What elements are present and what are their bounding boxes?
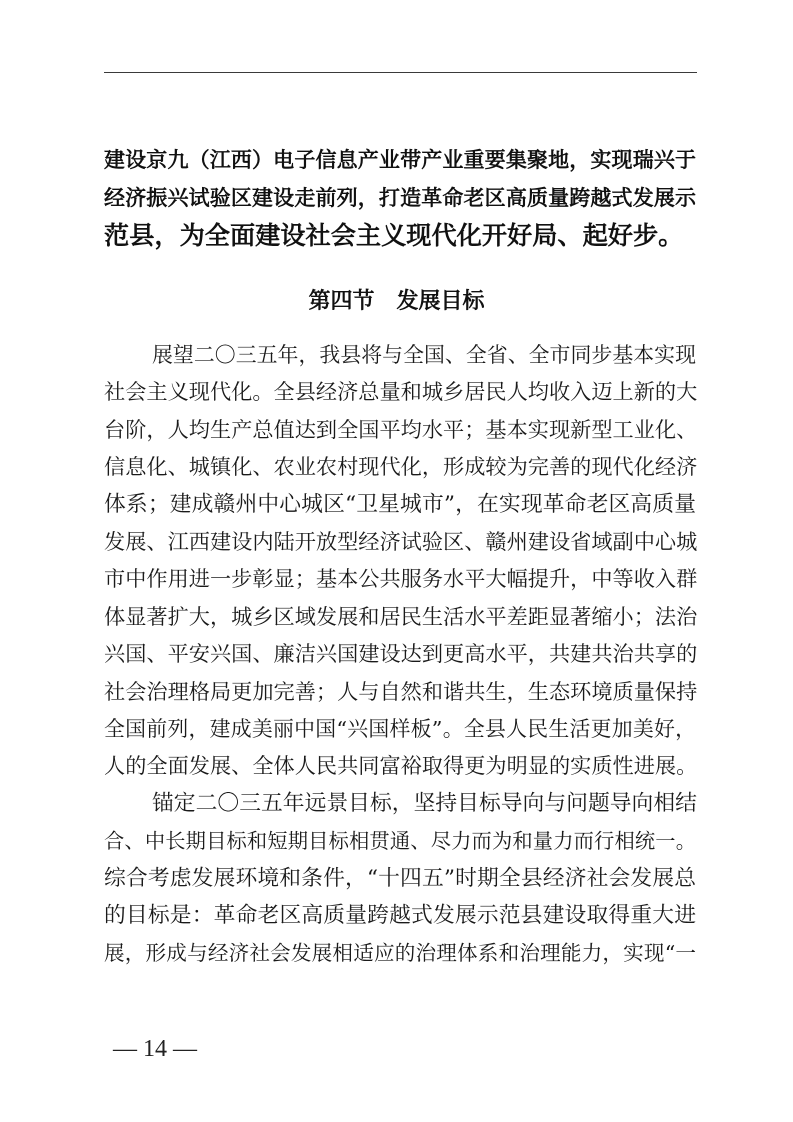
text-line: 社会主义现代化。全县经济总量和城乡居民人均收入迈上新的大 [104,379,698,404]
text-line: 建设京九（江西）电子信息产业带产业重要集聚地，实现瑞兴于 [104,148,696,172]
text-line: 展，形成与经济社会发展相适应的治理体系和治理能力，实现“一 [104,941,696,965]
text-line: 全国前列，建成美丽中国“兴国样板”。全县人民生活更加美好， [104,717,696,741]
text-line: 合、中长期目标和短期目标相贯通、尽力而为和量力而行相统一。 [104,829,696,853]
text-line: 发展、江西建设内陆开放型经济试验区、赣州建设省域副中心城 [104,529,698,554]
text-line: 社会治理格局更加完善；人与自然和谐共生，生态环境质量保持 [104,679,698,704]
text-line: 人的全面发展、全体人民共同富裕取得更为明显的实质性进展。 [104,753,698,778]
text-line: 兴国、平安兴国、廉洁兴国建设达到更高水平，共建共治共享的 [104,641,698,666]
text-line: 市中作用进一步彰显；基本公共服务水平大幅提升，中等收入群 [104,566,698,591]
text-line: 经济振兴试验区建设走前列，打造革命老区高质量跨越式发展示 [104,186,696,210]
text-line: 综合考虑发展环境和条件，“十四五”时期全县经济社会发展总 [104,866,696,891]
text-line: 信息化、城镇化、农业农村现代化，形成较为完善的现代化经济 [104,454,698,479]
text-line: 体显著扩大，城乡区域发展和居民生活水平差距显著缩小；法治 [104,604,698,629]
section-heading: 第四节 发展目标 [308,288,485,314]
text-line: 展望二〇三五年，我县将与全国、全省、全市同步基本实现 [152,343,696,367]
header-rule [104,72,697,73]
text-line: 体系；建成赣州中心城区“卫星城市”，在实现革命老区高质量 [104,492,696,517]
text-line: 锚定二〇三五年远景目标，坚持目标导向与问题导向相结 [152,791,697,816]
text-line: 范县，为全面建设社会主义现代化开好局、起好步。 [104,221,684,250]
page-number: — 14 — [113,1036,197,1062]
text-line: 的目标是：革命老区高质量跨越式发展示范县建设取得重大进 [104,903,696,928]
text-line: 台阶，人均生产总值达到全国平均水平；基本实现新型工业化、 [104,417,698,442]
